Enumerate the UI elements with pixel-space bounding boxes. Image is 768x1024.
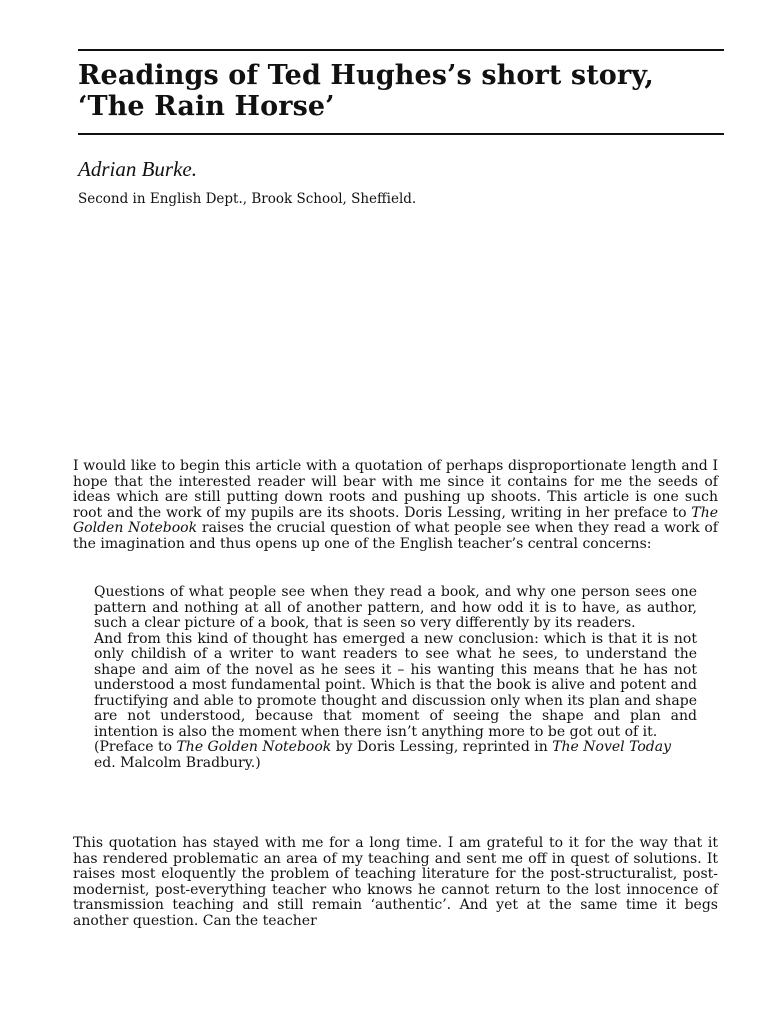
quote-paragraph-2: And from this kind of thought has emerged a new conclusion: which is that it is not only childish of a writer to want readers to see what he sees, to understand the shape and aim of the novel as he sees it – his wanting this means that he has not understood a most fundamental point. Which is that the book is alive and potent and fructifying and able to promote thought and discussion only when its plan and shape are not understood, because that moment of seeing the shape and plan and intention is also the moment when there isn’t anything more to be got out of it. [94, 630, 697, 740]
block-quote [94, 585, 697, 771]
intro-paragraph [73, 459, 718, 552]
cite-text-a: (Preface to [94, 739, 177, 755]
author-affiliation: Second in English Dept., Brook School, Sheffield. [78, 191, 417, 207]
followup-paragraph: This quotation has stayed with me for a long time. I am grateful to it for the way that it has rendered problematic an area of my teaching and sent me off in quest of solutions. It raises most eloquently the problem of teaching literature for the post-structuralist, post-modernist, post-everything teacher who knows he cannot return to the lost innocence of transmission teaching and still remain ‘authentic’. And yet at the same time it begs another question. Can the teacher [73, 835, 718, 929]
cite-anthology-title: The Novel Today [552, 739, 671, 755]
title-rule-top [78, 49, 724, 51]
intro-text-b: raises the crucial question of what people see when they read a work of the imagination and thus opens up one of the English teacher’s central concerns: [73, 520, 718, 552]
author-name: Adrian Burke. [78, 157, 197, 181]
intro-book-title: The Golden Notebook [73, 504, 718, 536]
article-title: Readings of Ted Hughes’s short story, ‘The Rain Horse’ [78, 60, 654, 122]
quote-citation [94, 740, 697, 771]
quote-paragraph-1: Questions of what people see when they read a book, and why one person sees one pattern and nothing at all of another pattern, and how odd it is to have, as author, such a clear picture of a book, that is seen so very differently by its readers. [94, 584, 697, 631]
cite-book-title: The Golden Notebook [176, 739, 332, 755]
intro-text-a: I would like to begin this article with a quotation of perhaps disproportionate length and I hope that the interested reader will bear with me since it contains for me the seeds of ideas which are still putting down roots and pushing up shoots. This article is one such root and the work of my pupils are its shoots. Doris Lessing, writing in her preface to [73, 458, 718, 521]
cite-text-c: ed. Malcolm Bradbury.) [94, 754, 261, 771]
cite-text-b: by Doris Lessing, reprinted in [331, 739, 553, 755]
title-rule-bottom [78, 133, 724, 135]
